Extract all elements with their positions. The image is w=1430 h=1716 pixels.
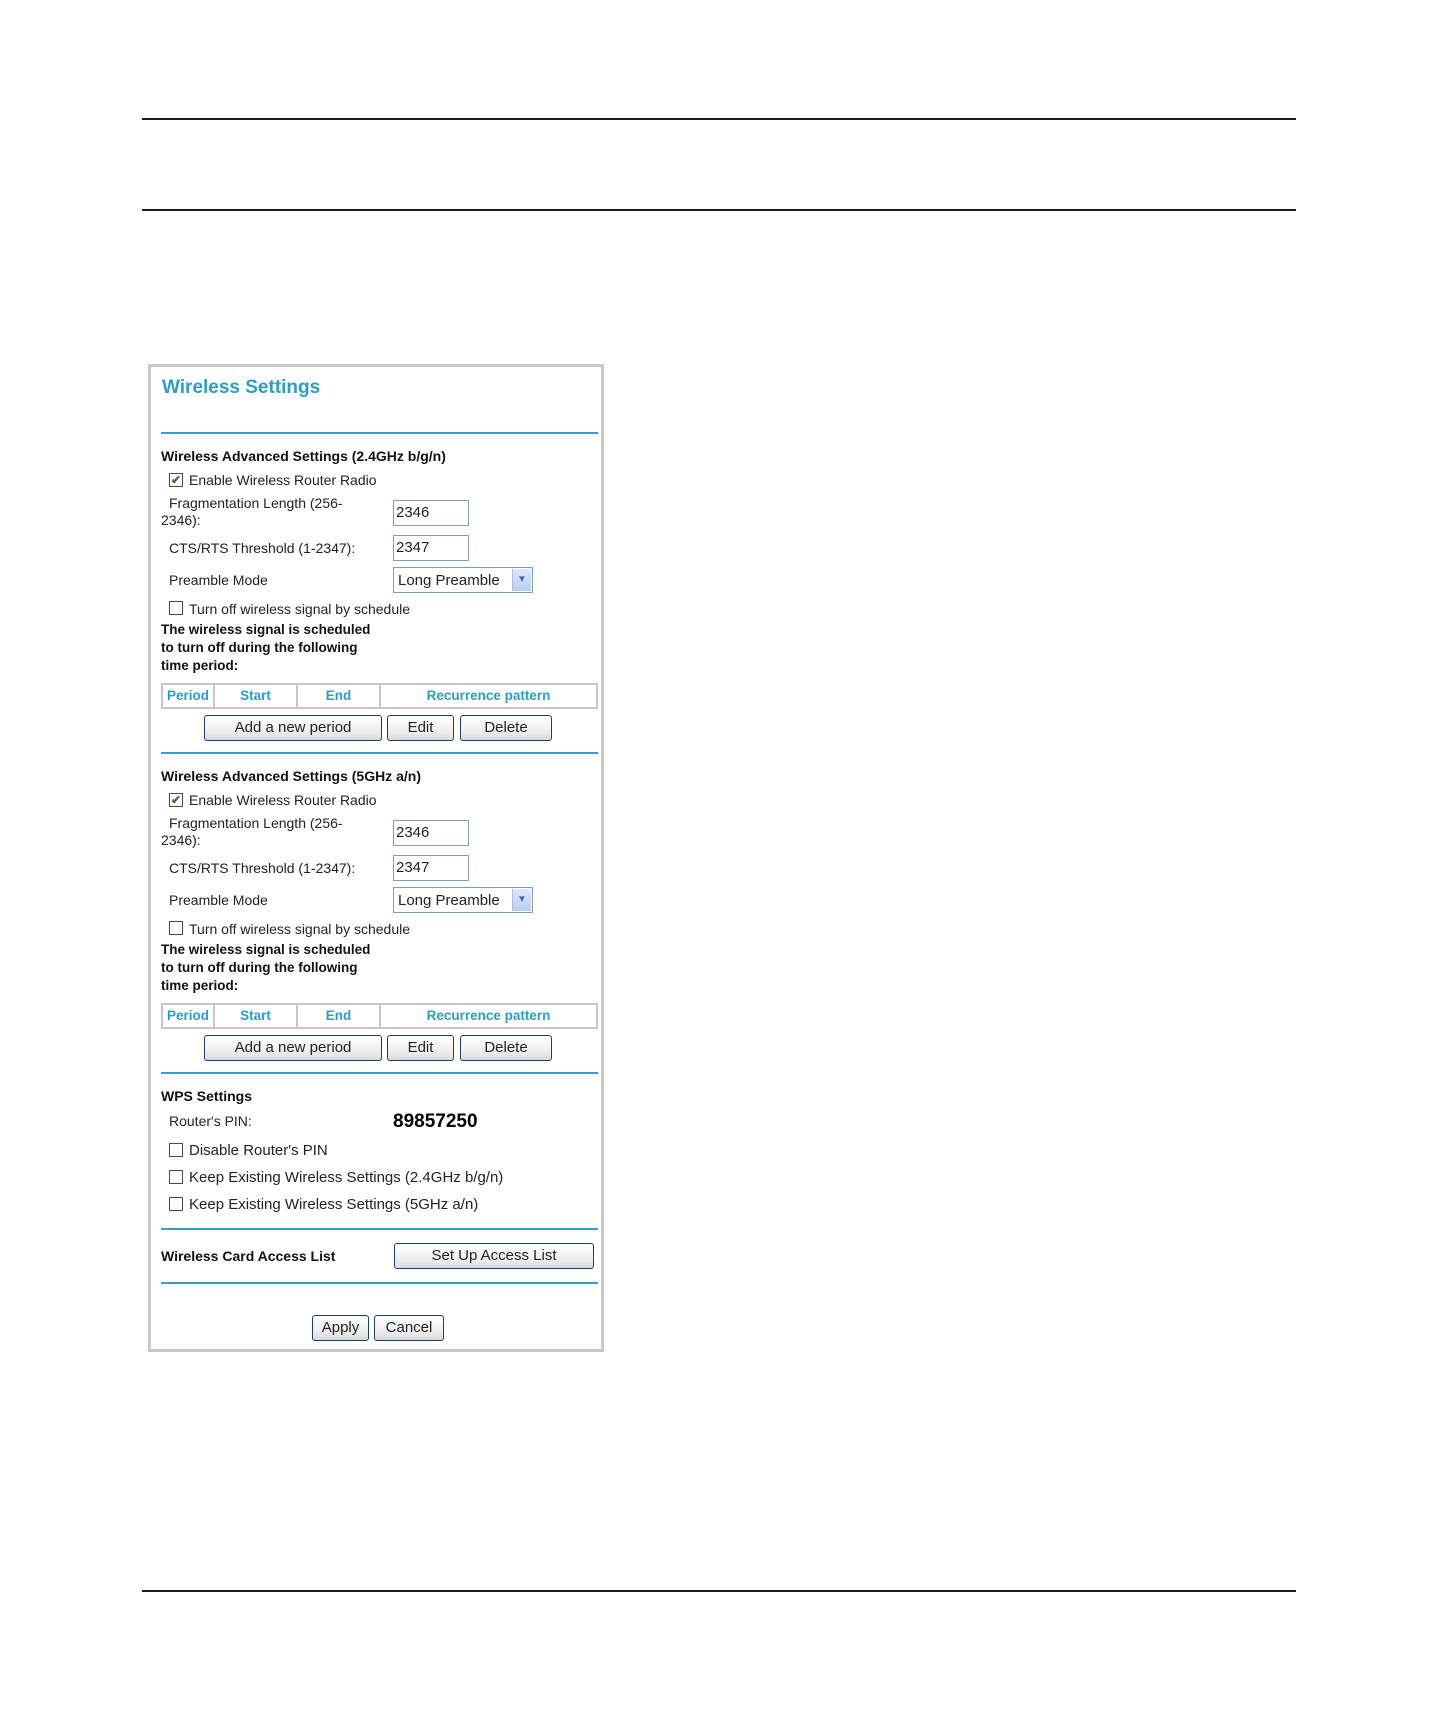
band1-preamble-value: Long Preamble xyxy=(398,572,500,589)
cancel-button[interactable]: Cancel xyxy=(374,1315,444,1341)
band2-note-line1: The wireless signal is scheduled xyxy=(161,942,371,957)
disable-pin-label: Disable Router's PIN xyxy=(189,1142,328,1159)
band1-note-line2: to turn off during the following xyxy=(161,640,358,655)
panel-title: Wireless Settings xyxy=(162,377,321,398)
band2-note-line2: to turn off during the following xyxy=(161,960,358,975)
band1-frag-length-input[interactable]: 2346 xyxy=(393,500,469,526)
keep-24ghz-checkbox[interactable] xyxy=(169,1170,183,1184)
column-header: Recurrence pattern xyxy=(426,1008,551,1023)
footer-rule xyxy=(142,1590,1296,1592)
column-header: Period xyxy=(163,1005,215,1027)
header-rule xyxy=(142,209,1296,211)
wireless-settings-panel xyxy=(148,364,604,1352)
chevron-down-icon[interactable]: ▼ xyxy=(512,889,531,911)
column-header: Start xyxy=(215,685,298,707)
router-pin-value: 89857250 xyxy=(393,1111,478,1132)
band2-enable-radio-label: Enable Wireless Router Radio xyxy=(189,792,377,808)
divider xyxy=(161,1072,598,1074)
band1-cts-threshold-input[interactable]: 2347 xyxy=(393,535,469,561)
band2-delete-button[interactable]: Delete xyxy=(460,1035,552,1061)
column-header: Period xyxy=(163,685,215,707)
band2-add-period-button[interactable]: Add a new period xyxy=(204,1035,382,1061)
band1-cts-label: CTS/RTS Threshold (1-2347): xyxy=(169,540,356,556)
band2-edit-button[interactable]: Edit xyxy=(387,1035,454,1061)
band1-note-line1: The wireless signal is scheduled xyxy=(161,622,371,637)
divider xyxy=(161,432,598,434)
column-header: Start xyxy=(215,1005,298,1027)
band1-schedule-label: Turn off wireless signal by schedule xyxy=(189,601,410,617)
set-up-access-list-button[interactable]: Set Up Access List xyxy=(394,1243,594,1269)
access-list-label: Wireless Card Access List xyxy=(161,1248,336,1264)
band2-schedule-note xyxy=(161,941,370,995)
band1-frag-label xyxy=(161,495,343,529)
band2-note-line3: time period: xyxy=(161,978,239,993)
band2-heading: Wireless Advanced Settings (5GHz a/n) xyxy=(161,768,421,784)
column-header: End xyxy=(298,1005,381,1027)
band2-frag-label-line1: Fragmentation Length (256- xyxy=(169,815,343,831)
band2-schedule-label: Turn off wireless signal by schedule xyxy=(189,921,410,937)
band2-schedule-checkbox[interactable] xyxy=(169,921,183,935)
keep-5ghz-checkbox[interactable] xyxy=(169,1197,183,1211)
chevron-down-icon[interactable]: ▼ xyxy=(512,569,531,591)
band2-frag-label xyxy=(161,815,343,849)
band1-enable-radio-label: Enable Wireless Router Radio xyxy=(189,472,377,488)
band1-schedule-checkbox[interactable] xyxy=(169,601,183,615)
keep-5ghz-label: Keep Existing Wireless Settings (5GHz a/n) xyxy=(189,1196,479,1213)
divider xyxy=(161,752,598,754)
band2-schedule-table-header xyxy=(161,1003,598,1029)
divider xyxy=(161,1282,598,1284)
band1-frag-label-line2: 2346): xyxy=(161,512,201,528)
band2-frag-length-input[interactable]: 2346 xyxy=(393,820,469,846)
band1-edit-button[interactable]: Edit xyxy=(387,715,454,741)
band2-cts-label: CTS/RTS Threshold (1-2347): xyxy=(169,860,356,876)
apply-button[interactable]: Apply xyxy=(312,1315,369,1341)
band1-enable-radio-checkbox[interactable]: ✔ xyxy=(170,473,182,487)
band2-preamble-value: Long Preamble xyxy=(398,892,500,909)
band1-frag-label-line1: Fragmentation Length (256- xyxy=(169,495,343,511)
band2-frag-label-line2: 2346): xyxy=(161,832,201,848)
band1-preamble-select[interactable] xyxy=(393,567,533,593)
router-pin-label: Router's PIN: xyxy=(169,1113,252,1129)
band1-add-period-button[interactable]: Add a new period xyxy=(204,715,382,741)
band1-schedule-note xyxy=(161,621,370,675)
column-header: End xyxy=(298,685,381,707)
band1-delete-button[interactable]: Delete xyxy=(460,715,552,741)
keep-24ghz-label: Keep Existing Wireless Settings (2.4GHz b/g/n) xyxy=(189,1169,504,1186)
column-header: Recurrence pattern xyxy=(426,688,551,703)
band2-preamble-select[interactable] xyxy=(393,887,533,913)
disable-pin-checkbox[interactable] xyxy=(169,1143,183,1157)
band2-preamble-label: Preamble Mode xyxy=(169,892,268,908)
wps-heading: WPS Settings xyxy=(161,1088,253,1104)
band2-cts-threshold-input[interactable]: 2347 xyxy=(393,855,469,881)
band1-schedule-table-header xyxy=(161,683,598,709)
band1-note-line3: time period: xyxy=(161,658,239,673)
divider xyxy=(161,1228,598,1230)
band1-heading: Wireless Advanced Settings (2.4GHz b/g/n) xyxy=(161,448,446,464)
band1-preamble-label: Preamble Mode xyxy=(169,572,268,588)
band2-enable-radio-checkbox[interactable]: ✔ xyxy=(170,793,182,807)
top-rule xyxy=(142,118,1296,120)
